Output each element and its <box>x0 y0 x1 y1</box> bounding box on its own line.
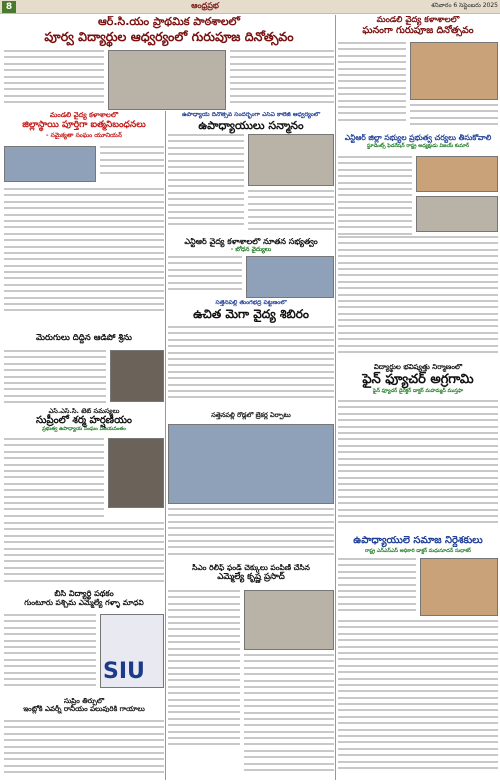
page-number: 8 <box>2 1 16 13</box>
story-injuries <box>4 698 164 780</box>
story-title-line2: ఇంట్లోకి ఎవర్నీ రానీయం పలువురికి గాయాలు <box>23 705 145 714</box>
story-title: సుప్రీం తీర్పులో <box>63 698 105 705</box>
story-body <box>230 50 334 108</box>
story-body <box>168 256 242 294</box>
story-photo <box>108 50 226 110</box>
story-title: ఫైన్ ఫ్యూచర్ అగ్రగామి <box>362 372 474 388</box>
story-fine-future <box>338 364 498 534</box>
story-title: బీసీ విద్యార్థి పథకం <box>54 590 114 598</box>
story-teachers-society <box>338 536 498 780</box>
story-rcm-school <box>4 16 334 110</box>
story-title: సుప్రీంలో శర్మ హర్షణీయం <box>35 414 132 426</box>
column-divider <box>165 111 166 780</box>
story-title-line2: పూర్వ విద్యార్థుల ఆధ్వర్యంలో గురుపూజ దినోత్సవం <box>44 28 294 44</box>
story-title: ఆర్.సి.యం ప్రాథమిక పాఠశాలలో <box>98 16 240 28</box>
story-photo <box>4 146 96 182</box>
story-body <box>168 508 334 559</box>
page-header <box>0 0 500 14</box>
photo-badge-text: SIU <box>103 659 145 684</box>
story-ntr-medical <box>168 238 334 298</box>
story-felicitation <box>168 112 334 236</box>
story-kicker: సత్తెనపల్లి తుంగభద్ర పట్టణంలో <box>215 300 287 306</box>
story-title: సీఎం రిలీఫ్ ఫండ్ చెక్కులు పంపిణీ చేసిన <box>192 564 310 572</box>
story-kicker: విద్యార్థుల భవిష్యత్తు నిర్మాణంలో <box>373 364 463 371</box>
story-body <box>168 326 334 403</box>
story-bc-scheme <box>4 590 164 696</box>
story-supreme <box>4 408 164 588</box>
story-medical-college-teachers-day <box>338 16 498 132</box>
story-title: జిల్లాస్థాయి పూర్తిగా ఐత్మనిబంధనలు <box>22 120 146 131</box>
story-adipo-srinu <box>4 334 164 406</box>
story-title: మండలి వైద్య కళాశాలలో <box>376 16 460 25</box>
story-title: ఎన్టీఆర్ వైద్య కళాశాలలో నూతన సభ్యత్వం <box>184 238 318 246</box>
story-subtitle: ప్రభుత్వ ఉపాధ్యాయ సంఘం విజయవంతం <box>42 426 126 433</box>
story-photo <box>246 256 334 298</box>
story-medical-camp <box>168 300 334 410</box>
story-speed-breakers <box>168 412 334 562</box>
story-kicker: మండలి వైద్య కళాశాలలో <box>49 112 119 119</box>
story-photo <box>248 134 334 186</box>
story-subtitle: రాష్ట్ర ఎన్ఎస్ఎస్ అధికారి డాక్టర్ మధుసూదన్ సుధాకర్ <box>364 547 472 554</box>
story-title-line2: ఎమ్మెల్యే కృష్ణ ప్రసాద్ <box>217 571 285 582</box>
story-body <box>168 590 240 750</box>
story-photo <box>108 438 164 508</box>
story-body <box>168 134 244 230</box>
story-body <box>4 720 164 778</box>
story-photo <box>416 196 498 232</box>
story-photo <box>420 558 498 616</box>
story-body <box>4 50 104 108</box>
story-body <box>338 236 498 357</box>
story-body <box>4 614 96 691</box>
story-kicker: ఎస్.ఎస్.సి. టెట్ సమస్యలు <box>48 408 120 415</box>
story-title: సత్తెనపల్లి రోడ్లలో బ్రేకర్ల ఏర్పాటు <box>211 412 291 419</box>
story-body <box>410 104 498 130</box>
story-title-line2: గుంటూరు పశ్చిమ ఎమ్మెల్యే గళ్ళా మాధవి <box>24 598 144 608</box>
story-body <box>4 438 104 521</box>
story-body <box>4 350 106 406</box>
story-photo <box>244 590 334 650</box>
story-union <box>4 112 164 332</box>
story-title: మెరుగులు దిద్దిన ఆడిపో శ్రీను <box>36 334 132 343</box>
story-photo <box>410 42 498 100</box>
story-body <box>248 190 334 235</box>
story-body <box>4 188 164 316</box>
story-kicker: ఉపాధ్యాయ దినోత్సవ సందర్భంగా ఎస్ఏ కాలేజ్ ఆధ్వర్యంలో <box>181 112 321 118</box>
story-body <box>338 620 498 773</box>
story-title-line2: ఘనంగా గురుపూజ దినోత్సవం <box>362 24 474 36</box>
story-photo <box>110 350 164 402</box>
story-photo <box>100 614 164 688</box>
story-body <box>338 400 498 528</box>
road-photo <box>168 424 334 504</box>
story-subtitle: - సమైక్యతా సంఘం యూనియన్ <box>46 131 122 139</box>
story-body <box>338 156 412 239</box>
story-body <box>4 522 164 586</box>
story-body <box>338 558 416 616</box>
masthead: ఆంధ్రప్రభ <box>191 1 219 10</box>
story-subtitle: ఫైన్ ఫ్యూచర్ డైరెక్టర్ డాక్టర్ మహమ్మద్ ముస్తఫా <box>372 387 464 394</box>
story-title: ఉచిత మెగా వైద్య శిబిరం <box>193 307 309 322</box>
story-title: ఉపాధ్యాయులు సన్మానం <box>198 119 304 133</box>
story-body <box>338 42 406 125</box>
story-subtitle: స్టూడెంట్స్ ఫెడరేషన్ రాష్ట్ర అధ్యక్షుడు విజయ్ కుమార్ <box>366 142 470 149</box>
story-title: ఎన్టీఆర్ జిల్లా సభ్యుల ప్రభుత్వ చర్యలు తీసుకోవాలి <box>344 134 492 142</box>
story-body <box>100 146 164 178</box>
story-photo <box>416 156 498 192</box>
story-subtitle: - బోధన వైద్యులు <box>230 246 272 254</box>
story-body <box>244 654 334 775</box>
dateline: శనివారం 6 సెప్టెంబరు 2025 <box>431 2 498 9</box>
story-title: ఉపాధ్యాయులే సమాజ నిర్దేశకులు <box>353 536 483 546</box>
story-cm-relief-fund <box>168 564 334 780</box>
column-divider <box>335 15 336 780</box>
story-student-federation <box>338 134 498 362</box>
